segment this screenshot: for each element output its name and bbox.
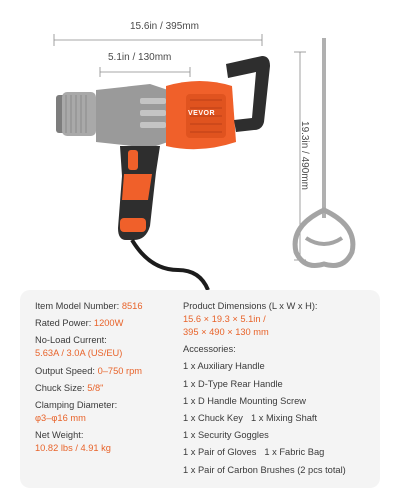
spec-current-value: 5.63A / 3.0A (US/EU)	[35, 348, 123, 359]
spec-dimensions-label: Product Dimensions (L x W x H):	[183, 301, 318, 311]
accessory-item: 1 x Auxiliary Handle	[183, 361, 265, 372]
chuck-dimension-label: 5.1in / 130mm	[108, 52, 172, 63]
length-dimension-label: 15.6in / 395mm	[130, 21, 199, 32]
gear-housing	[96, 84, 168, 148]
spec-weight-value: 10.82 lbs / 4.91 kg	[35, 443, 111, 454]
spec-left-column	[35, 300, 175, 459]
spec-chuck-size: Chuck Size: 5/8"	[35, 382, 104, 393]
length-dimension-line	[54, 34, 262, 46]
accessory-item: 1 x Fabric Bag	[264, 447, 325, 458]
accessories-label: Accessories:	[183, 344, 236, 355]
spec-power: Rated Power: 1200W	[35, 318, 124, 329]
accessory-item: 1 x D-Type Rear Handle	[183, 378, 283, 389]
spec-dimensions-line2: 395 × 490 × 130 mm	[183, 327, 269, 337]
spec-clamp-value: φ3–φ16 mm	[35, 412, 86, 423]
chuck-dimension-line	[100, 67, 190, 77]
spec-clamp-label: Clamping Diameter:	[35, 399, 118, 410]
spec-model: Item Model Number: 8516	[35, 301, 143, 311]
accessory-pair-row	[183, 412, 378, 425]
power-cord	[132, 240, 208, 290]
spec-speed: Output Speed: 0–750 rpm	[35, 365, 143, 376]
spec-weight-label: Net Weight:	[35, 430, 84, 441]
pistol-grip	[118, 146, 160, 240]
spec-current-label: No-Load Current:	[35, 335, 107, 346]
accessory-item: 1 x Security Goggles	[183, 430, 269, 441]
brand-label: VEVOR	[188, 110, 216, 117]
height-dimension-label: 19.3in / 490mm	[298, 121, 310, 190]
accessory-item: 1 x Chuck Key	[183, 412, 243, 423]
spec-panel	[20, 290, 380, 488]
accessory-item: 1 x Pair of Carbon Brushes (2 pcs total)	[183, 464, 346, 475]
accessory-item: 1 x D Handle Mounting Screw	[183, 395, 306, 406]
accessory-item: 1 x Pair of Gloves	[183, 447, 257, 458]
drill-chuck	[56, 92, 96, 136]
spec-right-column	[183, 300, 378, 481]
accessory-pair-row	[183, 446, 378, 459]
spec-dimensions-line1: 15.6 × 19.3 × 5.1in /	[183, 314, 266, 324]
accessory-item: 1 x Mixing Shaft	[250, 412, 318, 423]
